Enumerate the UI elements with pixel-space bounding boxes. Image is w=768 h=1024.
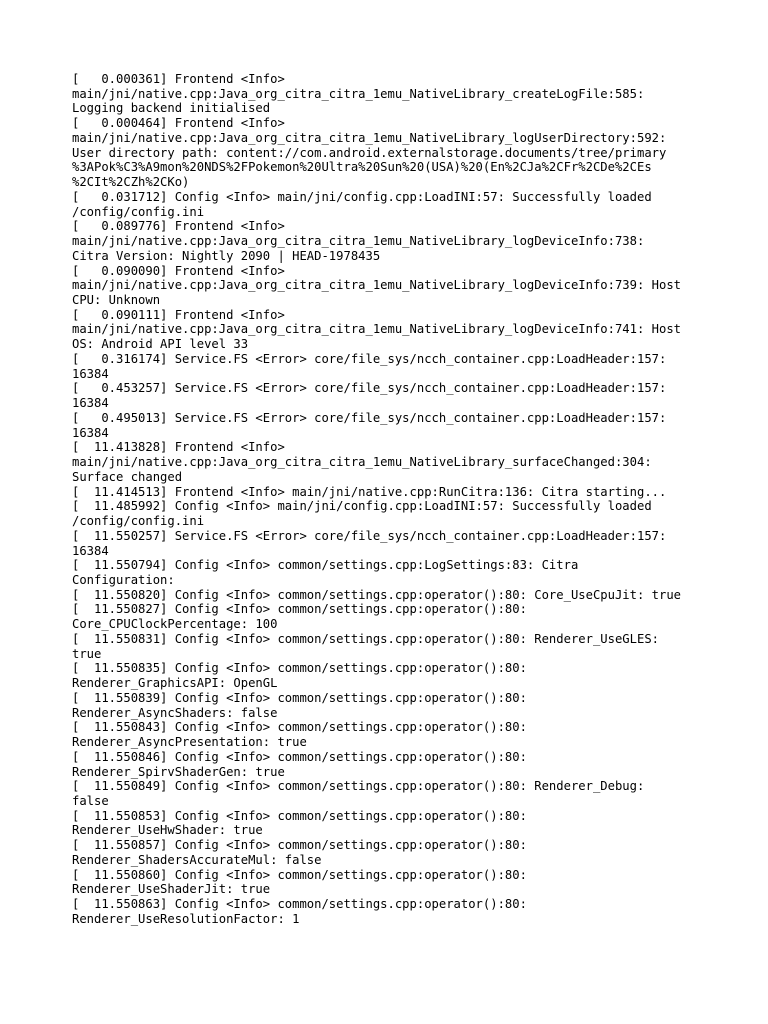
log-line: %2CIt%2CZh%2CKo) [72, 175, 190, 190]
log-line: main/jni/native.cpp:Java_org_citra_citra_1emu_NativeLibrary_logDeviceInfo:739: Host [72, 278, 682, 293]
log-line: Renderer_UseShaderJit: true [72, 882, 271, 897]
log-line: [ 11.413828] Frontend <Info> [72, 440, 285, 455]
log-line: User directory path: content://com.android.externalstorage.documents/tree/primary [72, 145, 667, 160]
log-line: [ 11.550843] Config <Info> common/settings.cpp:operator():80: [72, 720, 527, 735]
log-line: Renderer_GraphicsAPI: OpenGL [72, 676, 278, 691]
log-line: [ 11.550835] Config <Info> common/settings.cpp:operator():80: [72, 661, 527, 676]
log-line: /config/config.ini [72, 204, 205, 219]
log-page [72, 72, 712, 927]
log-line: [ 11.550849] Config <Info> common/settings.cpp:operator():80: Renderer_Debug: [72, 779, 645, 794]
log-line: false [72, 793, 109, 808]
log-line: /config/config.ini [72, 514, 205, 529]
log-line: true [72, 646, 102, 661]
log-line: [ 0.090111] Frontend <Info> [72, 307, 285, 322]
log-line: [ 0.000361] Frontend <Info> [72, 72, 285, 86]
log-line: [ 11.550839] Config <Info> common/settings.cpp:operator():80: [72, 690, 527, 705]
log-line: 16384 [72, 425, 109, 440]
log-line: Renderer_AsyncShaders: false [72, 705, 278, 720]
log-line: [ 11.550257] Service.FS <Error> core/file_sys/ncch_container.cpp:LoadHeader:157: [72, 528, 667, 543]
log-line: [ 11.550820] Config <Info> common/settings.cpp:operator():80: Core_UseCpuJit: true [72, 587, 682, 602]
log-line: [ 11.485992] Config <Info> main/jni/config.cpp:LoadINI:57: Successfully loaded [72, 499, 652, 514]
log-line: Renderer_ShadersAccurateMul: false [72, 852, 322, 867]
log-line: 16384 [72, 396, 109, 411]
log-line: main/jni/native.cpp:Java_org_citra_citra_1emu_NativeLibrary_surfaceChanged:304: [72, 455, 652, 470]
log-line: [ 0.031712] Config <Info> main/jni/config.cpp:LoadINI:57: Successfully loaded [72, 189, 652, 204]
log-text [72, 72, 712, 927]
log-line: [ 0.089776] Frontend <Info> [72, 219, 285, 234]
log-line: Citra Version: Nightly 2090 | HEAD-1978435 [72, 248, 381, 263]
log-line: [ 0.000464] Frontend <Info> [72, 116, 285, 131]
log-line: [ 0.453257] Service.FS <Error> core/file_sys/ncch_container.cpp:LoadHeader:157: [72, 381, 667, 396]
log-line: %3APok%C3%A9mon%20NDS%2FPokemon%20Ultra%20Sun%20(USA)%20(En%2CJa%2CFr%2CDe%2CEs [72, 160, 652, 175]
log-line: main/jni/native.cpp:Java_org_citra_citra_1emu_NativeLibrary_createLogFile:585: [72, 86, 645, 101]
log-line: [ 11.414513] Frontend <Info> main/jni/native.cpp:RunCitra:136: Citra starting... [72, 484, 667, 499]
log-line: [ 11.550857] Config <Info> common/settings.cpp:operator():80: [72, 838, 527, 853]
log-line: Renderer_UseResolutionFactor: 1 [72, 911, 300, 926]
log-line: Surface changed [72, 469, 183, 484]
log-line: Logging backend initialised [72, 101, 271, 116]
log-line: [ 11.550794] Config <Info> common/settings.cpp:LogSettings:83: Citra [72, 558, 579, 573]
log-line: [ 11.550860] Config <Info> common/settings.cpp:operator():80: [72, 867, 527, 882]
log-line: [ 11.550853] Config <Info> common/settings.cpp:operator():80: [72, 808, 527, 823]
log-line: main/jni/native.cpp:Java_org_citra_citra_1emu_NativeLibrary_logUserDirectory:592: [72, 130, 667, 145]
log-line: 16384 [72, 366, 109, 381]
log-line: Renderer_AsyncPresentation: true [72, 735, 307, 750]
log-line: [ 0.495013] Service.FS <Error> core/file_sys/ncch_container.cpp:LoadHeader:157: [72, 410, 667, 425]
log-line: 16384 [72, 543, 109, 558]
log-line: [ 0.090090] Frontend <Info> [72, 263, 285, 278]
log-line: [ 11.550827] Config <Info> common/settings.cpp:operator():80: [72, 602, 527, 617]
log-line: main/jni/native.cpp:Java_org_citra_citra_1emu_NativeLibrary_logDeviceInfo:738: [72, 234, 645, 249]
log-line: Core_CPUClockPercentage: 100 [72, 617, 278, 632]
log-line: [ 0.316174] Service.FS <Error> core/file_sys/ncch_container.cpp:LoadHeader:157: [72, 351, 667, 366]
log-line: [ 11.550846] Config <Info> common/settings.cpp:operator():80: [72, 749, 527, 764]
log-line: Configuration: [72, 572, 175, 587]
log-line: [ 11.550863] Config <Info> common/settings.cpp:operator():80: [72, 897, 527, 912]
log-line: main/jni/native.cpp:Java_org_citra_citra_1emu_NativeLibrary_logDeviceInfo:741: Host [72, 322, 682, 337]
log-line: [ 11.550831] Config <Info> common/settings.cpp:operator():80: Renderer_UseGLES: [72, 631, 659, 646]
log-line: Renderer_SpirvShaderGen: true [72, 764, 285, 779]
log-line: OS: Android API level 33 [72, 337, 249, 352]
log-line: CPU: Unknown [72, 293, 161, 308]
log-line: Renderer_UseHwShader: true [72, 823, 263, 838]
